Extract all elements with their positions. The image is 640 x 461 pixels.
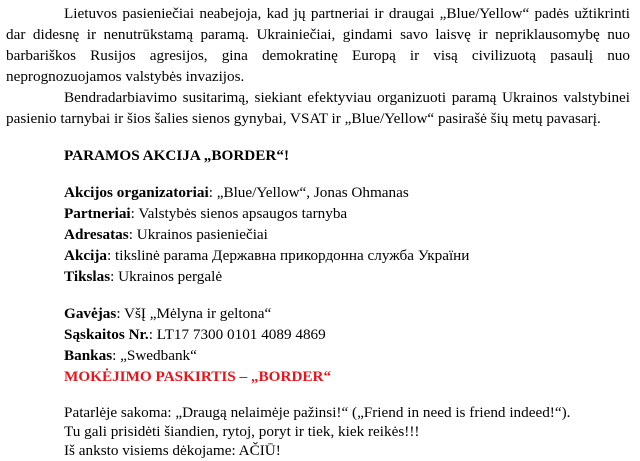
campaign-title: PARAMOS AKCIJA „BORDER“! (64, 147, 290, 164)
goal-row (64, 267, 222, 287)
paragraph-1-line-1: Lietuvos pasieniečiai neabejoja, kad jų partneriai ir draugai „Blue/Yellow“ padės užtikrinti (64, 5, 630, 22)
recipient-label: Gavėjas (64, 305, 117, 322)
bank-value: : „Swedbank“ (112, 347, 197, 364)
paragraph-1-line-4: neprognozuojamos valstybės invazijos. (6, 68, 245, 85)
paragraph-1-line-3: barbariškos Rusijos agresijos, gina demokratinę Europą ir visą civilizuotą pasaulį nuo (6, 47, 630, 64)
addressee-row (64, 225, 268, 245)
action-value: : tikslinė parama Державна прикордонна служба України (107, 247, 470, 264)
account-row (64, 325, 326, 345)
goal-label: Tikslas (64, 268, 111, 285)
closing-line-1: Patarlėje sakoma: „Draugą nelaimėje pažinsi!“ („Friend in need is friend indeed!“). (64, 404, 571, 421)
paragraph-1-line-2: dar didesnę ir nenutrūkstamą paramą. Ukrainiečiai, gindami savo laisvę ir nepriklausomybę nuo (6, 26, 630, 43)
addressee-value: : Ukrainos pasieniečiai (128, 226, 268, 243)
recipient-value: : VšĮ „Mėlyna ir geltona“ (116, 305, 272, 322)
payment-purpose: MOKĖJIMO PASKIRTIS – „BORDER“ (64, 368, 332, 385)
goal-value: : Ukrainos pergalė (110, 268, 223, 285)
account-value: : LT17 7300 0101 4089 4869 (148, 326, 326, 343)
partners-value: : Valstybės sienos apsaugos tarnyba (130, 205, 348, 222)
bank-label: Bankas (64, 347, 113, 364)
account-label: Sąskaitos Nr. (64, 326, 149, 343)
organizers-value: : „Blue/Yellow“, Jonas Ohmanas (208, 184, 409, 201)
recipient-row (64, 304, 271, 324)
action-label: Akcija (64, 247, 108, 264)
closing-line-2: Tu gali prisidėti šiandien, rytoj, poryt ir tiek, kiek reikės!!! (64, 423, 420, 440)
partners-row (64, 204, 347, 224)
organizers-label: Akcijos organizatoriai (64, 184, 209, 201)
action-row (64, 246, 469, 266)
organizers-row (64, 183, 409, 203)
partners-label: Partneriai (64, 205, 131, 222)
bank-row (64, 346, 197, 366)
paragraph-2-line-1: Bendradarbiavimo susitarimą, siekiant efektyviau organizuoti paramą Ukrainos valstybinei (64, 89, 630, 106)
paragraph-2-line-2: pasienio tarnybai ir šios šalies sienos gynybai, VSAT ir „Blue/Yellow“ pasirašė šių metų pavasarį. (6, 110, 601, 127)
closing-line-3: Iš anksto visiems dėkojame: AČIŪ! (64, 442, 281, 459)
addressee-label: Adresatas (64, 226, 129, 243)
